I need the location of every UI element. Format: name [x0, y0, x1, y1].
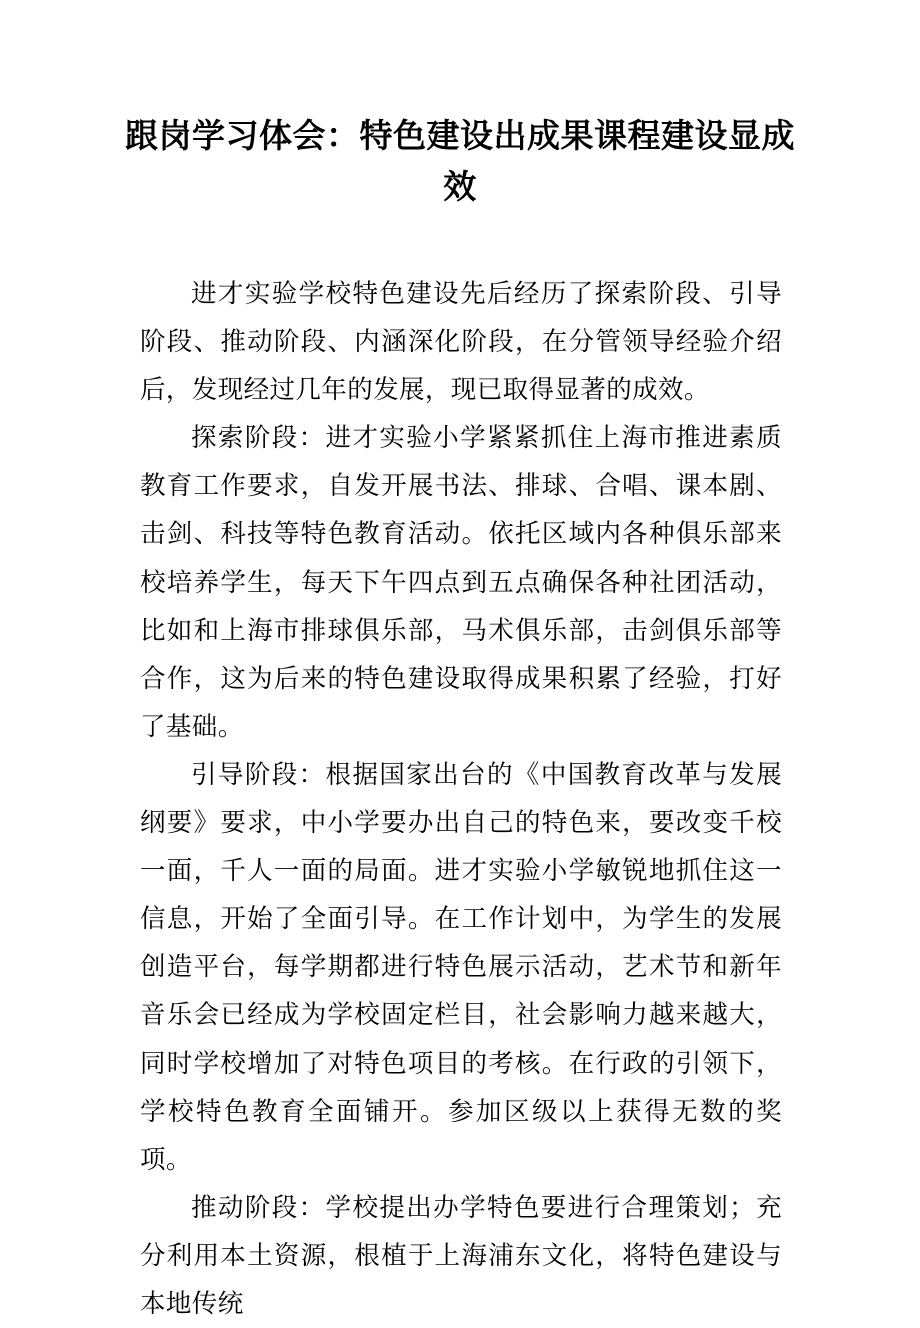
paragraph-exploration-stage: 探索阶段：进才实验小学紧紧抓住上海市推进素质教育工作要求，自发开展书法、排球、合唱、课本剧、击剑、科技等特色教育活动。依托区域内各种俱乐部来校培养学生，每天下午四点到五点确保各种社团活动，比如和上海市排球俱乐部，马术俱乐部，击剑俱乐部等合作，这为后来的特色建设取得成果积累了经验，打好了基础。: [140, 423, 782, 742]
paragraph-guidance-stage: 引导阶段：根据国家出台的《中国教育改革与发展纲要》要求，中小学要办出自己的特色来，要改变千校一面，千人一面的局面。进才实验小学敏锐地抓住这一信息，开始了全面引导。在工作计划中，为学生的发展创造平台，每学期都进行特色展示活动，艺术节和新年音乐会已经成为学校固定栏目，社会影响力越来越大，同时学校增加了对特色项目的考核。在行政的引领下，学校特色教育全面铺开。参加区级以上获得无数的奖项。: [140, 759, 782, 1175]
document-body: [140, 270, 782, 1328]
document-title: 跟岗学习体会：特色建设出成果课程建设显成效: [125, 116, 795, 206]
paragraph-intro: 进才实验学校特色建设先后经历了探索阶段、引导阶段、推动阶段、内涵深化阶段，在分管领导经验介绍后，发现经过几年的发展，现已取得显著的成效。: [140, 279, 782, 406]
paragraph-promotion-stage: 推动阶段：学校提出办学特色要进行合理策划；充分利用本土资源，根植于上海浦东文化，将特色建设与本地传统: [140, 1192, 782, 1319]
